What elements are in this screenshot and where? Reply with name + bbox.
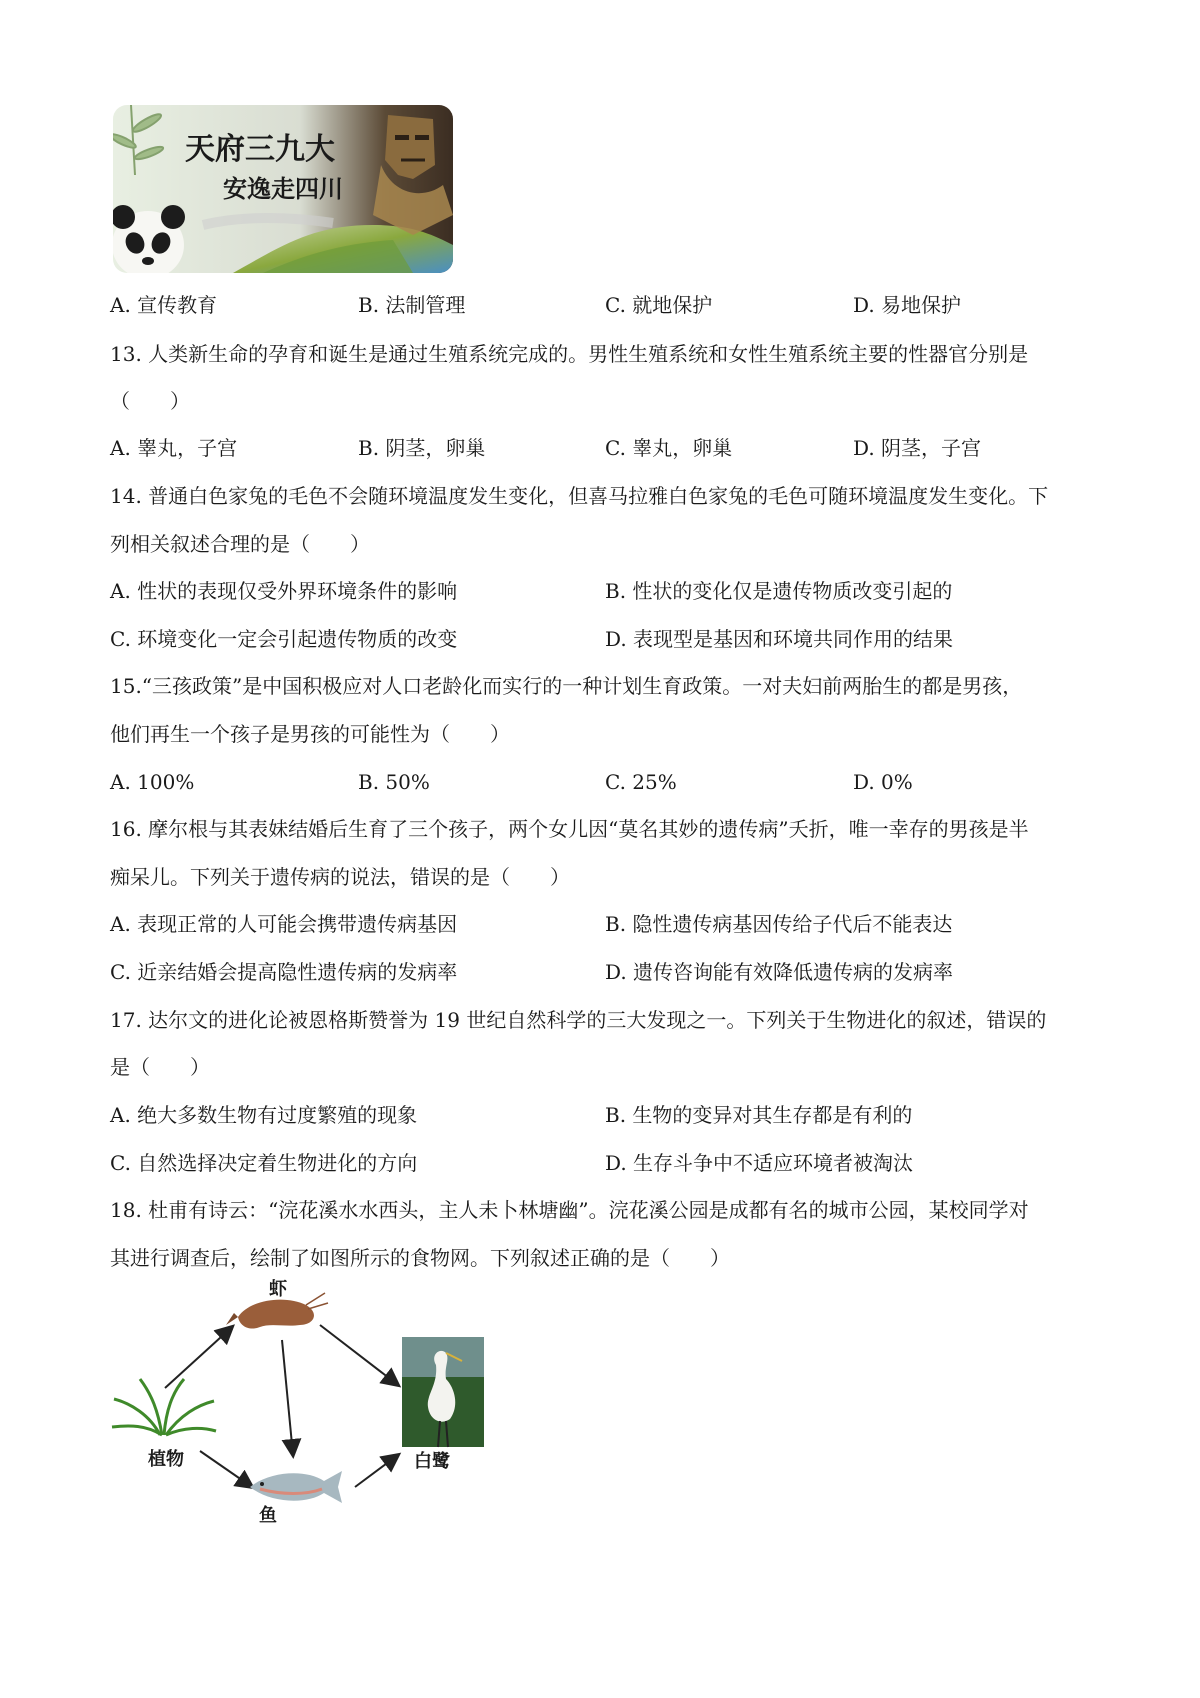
q18-stem-line1: 18. 杜甫有诗云：“浣花溪水水西头，主人未卜林塘幽”。浣花溪公园是成都有名的城市公园，某校同学对 — [110, 1198, 1029, 1222]
q17-option-d: D. 生存斗争中不适应环境者被淘汰 — [605, 1151, 914, 1175]
q14-option-c: C. 环境变化一定会引起遗传物质的改变 — [110, 627, 458, 651]
q14-option-a: A. 性状的表现仅受外界环境条件的影响 — [110, 579, 458, 603]
q16-stem-line2: 痴呆儿。下列关于遗传病的说法，错误的是（ ） — [110, 865, 570, 889]
q15-option-b: B. 50% — [358, 770, 430, 794]
egret-icon — [402, 1337, 484, 1447]
arrow-shrimp-to-egret — [320, 1325, 398, 1385]
q15-option-c: C. 25% — [605, 770, 677, 794]
q13-option-a: A. 睾丸，子宫 — [110, 436, 238, 460]
q13-stem-line1: 13. 人类新生命的孕育和诞生是通过生殖系统完成的。男性生殖系统和女性生殖系统主要的性器官分别是 — [110, 342, 1029, 366]
q13-option-d: D. 阴茎，子宫 — [853, 436, 982, 460]
plant-label: 植物 — [148, 1449, 184, 1470]
fish-label: 鱼 — [259, 1505, 277, 1525]
q16-option-a: A. 表现正常的人可能会携带遗传病基因 — [110, 912, 458, 936]
q14-stem-line1: 14. 普通白色家兔的毛色不会随环境温度发生变化，但喜马拉雅白色家兔的毛色可随环境温度发生变化。下 — [110, 484, 1049, 508]
plant-icon — [112, 1379, 216, 1435]
q13-option-c: C. 睾丸，卵巢 — [605, 436, 733, 460]
arrow-plant-to-fish — [200, 1451, 252, 1487]
q15-stem-line1: 15.“三孩政策”是中国积极应对人口老龄化而实行的一种计划生育政策。一对夫妇前两胎生的都是男孩， — [110, 674, 1023, 698]
q12-option-d: D. 易地保护 — [853, 293, 962, 317]
q12-option-b: B. 法制管理 — [358, 293, 466, 317]
q16-option-b: B. 隐性遗传病基因传给子代后不能表达 — [605, 912, 953, 936]
q15-stem-line2: 他们再生一个孩子是男孩的可能性为（ ） — [110, 722, 510, 746]
q18-stem-line2: 其进行调查后，绘制了如图所示的食物网。下列叙述正确的是（ ） — [110, 1246, 730, 1270]
q17-option-b: B. 生物的变异对其生存都是有利的 — [605, 1103, 913, 1127]
q13-option-b: B. 阴茎，卵巢 — [358, 436, 486, 460]
q16-stem-line1: 16. 摩尔根与其表妹结婚后生育了三个孩子，两个女儿因“莫名其妙的遗传病”夭折，唯一幸存的男孩是半 — [110, 817, 1029, 841]
q12-option-c: C. 就地保护 — [605, 293, 713, 317]
q14-stem-line2: 列相关叙述合理的是（ ） — [110, 532, 370, 556]
arrow-plant-to-shrimp — [165, 1327, 232, 1388]
arrow-fish-to-egret — [355, 1455, 398, 1487]
q14-option-d: D. 表现型是基因和环境共同作用的结果 — [605, 627, 954, 651]
q15-option-a: A. 100% — [110, 770, 195, 794]
q17-stem-line1: 17. 达尔文的进化论被恩格斯赞誉为 19 世纪自然科学的三大发现之一。下列关于生物进化的叙述，错误的 — [110, 1008, 1047, 1032]
fish-icon — [250, 1471, 342, 1503]
egret-label: 白鹭 — [414, 1451, 450, 1472]
q16-option-d: D. 遗传咨询能有效降低遗传病的发病率 — [605, 960, 954, 984]
q17-option-a: A. 绝大多数生物有过度繁殖的现象 — [110, 1103, 418, 1127]
arrow-shrimp-to-fish — [282, 1340, 293, 1455]
q17-option-c: C. 自然选择决定着生物进化的方向 — [110, 1151, 418, 1175]
banner-title-line2: 安逸走四川 — [223, 174, 343, 203]
q13-stem-line2: （ ） — [110, 389, 190, 413]
q14-option-b: B. 性状的变化仅是遗传物质改变引起的 — [605, 579, 953, 603]
banner-title-line1: 天府三九大 — [185, 132, 335, 167]
q12-option-a: A. 宣传教育 — [110, 293, 218, 317]
food-web-diagram — [110, 1275, 490, 1525]
q16-option-c: C. 近亲结婚会提高隐性遗传病的发病率 — [110, 960, 458, 984]
shrimp-label: 虾 — [269, 1279, 287, 1300]
banner-illustration — [113, 105, 453, 273]
q15-option-d: D. 0% — [853, 770, 913, 794]
sichuan-banner-image — [113, 105, 453, 273]
q17-stem-line2: 是（ ） — [110, 1055, 210, 1079]
